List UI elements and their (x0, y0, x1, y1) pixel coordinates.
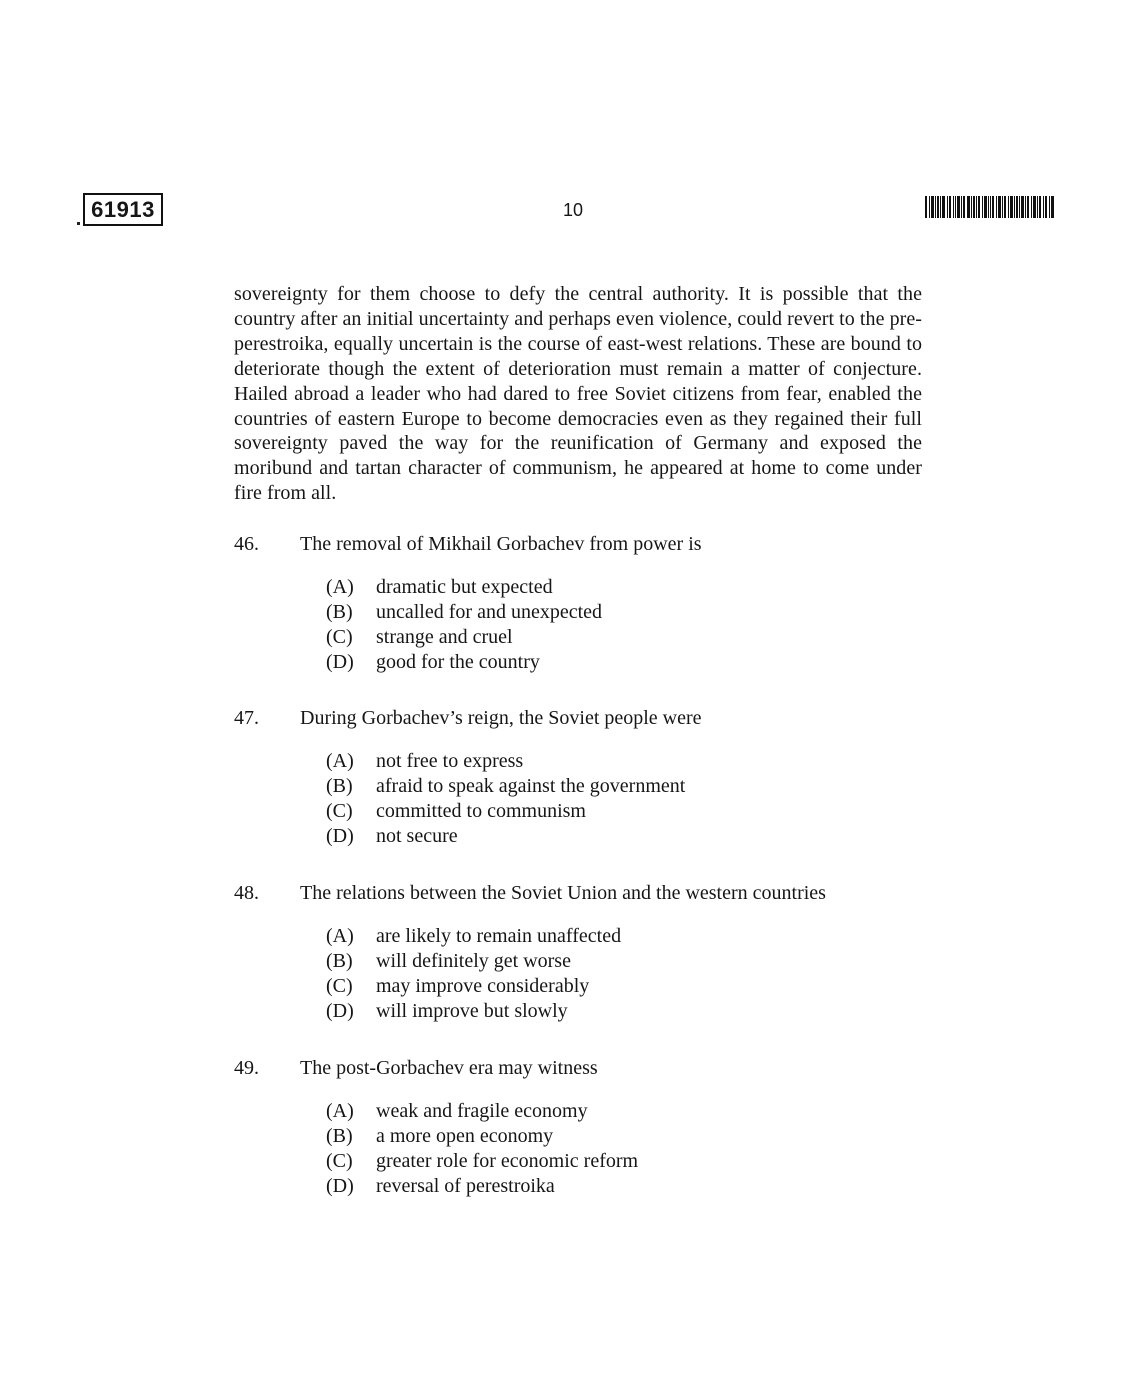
option-label: (D) (326, 1175, 354, 1197)
option-label: (C) (326, 800, 353, 822)
option-label: (C) (326, 1150, 353, 1172)
option-label: (B) (326, 601, 353, 623)
question-text: The removal of Mikhail Gorbachev from power is (300, 533, 702, 555)
option-label: (A) (326, 1100, 354, 1122)
option-text: reversal of perestroika (376, 1175, 555, 1197)
option-text: committed to communism (376, 800, 586, 822)
option-text: greater role for economic reform (376, 1150, 639, 1172)
option-text: uncalled for and unexpected (376, 601, 603, 623)
question-number: 49. (234, 1057, 259, 1079)
question-number: 47. (234, 707, 259, 729)
code-mark (77, 222, 80, 225)
option-label: (B) (326, 950, 353, 972)
option-text: weak and fragile economy (376, 1100, 588, 1122)
question-text: The post-Gorbachev era may witness (300, 1057, 598, 1079)
question-text: The relations between the Soviet Union and the western countries (300, 882, 826, 904)
question-48 (234, 880, 1034, 1022)
question-number: 46. (234, 533, 259, 555)
option-text: dramatic but expected (376, 576, 553, 598)
option-text: will improve but slowly (376, 1000, 568, 1022)
option-text: afraid to speak against the government (376, 775, 686, 797)
option-label: (B) (326, 1125, 353, 1147)
option-label: (B) (326, 775, 353, 797)
question-text: During Gorbachev’s reign, the Soviet people were (300, 707, 702, 729)
question-number: 48. (234, 882, 259, 904)
option-label: (D) (326, 1000, 354, 1022)
booklet-code: 61913 (83, 193, 163, 226)
option-label: (A) (326, 750, 354, 772)
option-label: (C) (326, 975, 353, 997)
option-text: not secure (376, 825, 458, 847)
page-number: 10 (562, 200, 584, 220)
option-label: (C) (326, 626, 353, 648)
option-text: will definitely get worse (376, 950, 571, 972)
question-47 (234, 705, 1034, 847)
option-text: may improve considerably (376, 975, 590, 997)
option-text: are likely to remain unaffected (376, 925, 622, 947)
option-label: (D) (326, 651, 354, 673)
question-49 (234, 1055, 1034, 1197)
option-text: good for the country (376, 651, 540, 673)
option-label: (A) (326, 925, 354, 947)
passage-text: sovereignty for them choose to defy the central authority. It is possible that the country after an initial uncertainty and perhaps even violence, could revert to the pre-perestroika, equally uncertain is the course of east-west relations. These are bound to deteriorate though the extent of deterioration must remain a matter of conjecture. Hailed abroad a leader who had dared to free Soviet citizens from fear, enabled the countries of eastern Europe to become democracies even as they regained their full sovereignty paved the way for the reunification of Germany and exposed the moribund and tartan character of communism, he appeared at home to come under fire from all. (234, 283, 922, 505)
question-46 (234, 531, 1034, 673)
option-text: not free to express (376, 750, 524, 772)
option-label: (A) (326, 576, 354, 598)
barcode-image (925, 196, 1055, 218)
option-text: a more open economy (376, 1125, 554, 1147)
option-label: (D) (326, 825, 354, 847)
option-text: strange and cruel (376, 626, 513, 648)
